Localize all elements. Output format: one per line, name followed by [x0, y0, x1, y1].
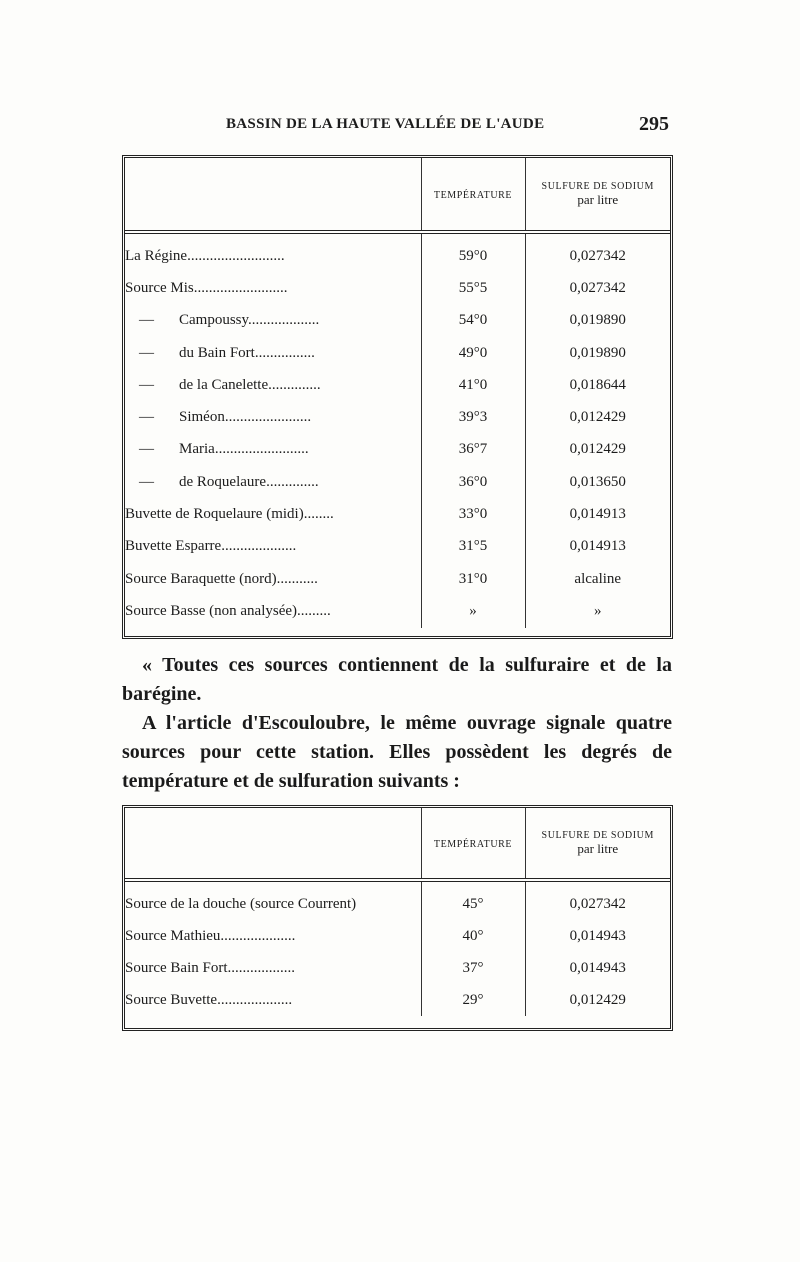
temperature-cell: 36°0	[421, 466, 525, 498]
spacer-row	[125, 232, 670, 240]
source-name: de Roquelaure	[179, 473, 267, 490]
ditto-dash: —	[139, 409, 154, 426]
source-name-cell	[125, 531, 421, 563]
spacer-cell	[421, 880, 525, 888]
sulfure-cell: alcaline	[525, 563, 670, 595]
sulfure-cell: 0,012429	[525, 984, 670, 1016]
source-name-cell	[125, 888, 421, 920]
table-row	[125, 952, 670, 984]
source-name-cell	[125, 984, 421, 1016]
temperature-cell: 29°	[421, 984, 525, 1016]
table-sources-1	[122, 155, 673, 639]
table-2-sulfure-header: SULFURE DE SODIUM par litre	[525, 808, 670, 880]
source-name: Campoussy	[179, 312, 249, 329]
source-name-cell	[125, 595, 421, 627]
table-row	[125, 401, 670, 433]
leader-dots: ..............	[266, 473, 319, 490]
temperature-cell: 39°3	[421, 401, 525, 433]
sulfure-cell: 0,014913	[525, 531, 670, 563]
temperature-cell: 45°	[421, 888, 525, 920]
sulfure-cell: 0,019890	[525, 305, 670, 337]
sulfure-cell: 0,027342	[525, 272, 670, 304]
ditto-dash: —	[139, 312, 154, 329]
table-1-sulfure-header: SULFURE DE SODIUM par litre	[525, 158, 670, 232]
sulfure-cell: 0,012429	[525, 434, 670, 466]
table-row	[125, 888, 670, 920]
leader-dots: ....................	[217, 991, 293, 1008]
spacer-row	[125, 880, 670, 888]
sulfure-cell: 0,027342	[525, 888, 670, 920]
leader-dots: ..................	[227, 959, 295, 976]
leader-dots: ........	[303, 506, 334, 523]
leader-dots: ....................	[221, 538, 297, 555]
source-name: Source Baraquette (nord)	[125, 570, 277, 587]
sulfure-cell: »	[525, 595, 670, 627]
temperature-cell: 37°	[421, 952, 525, 984]
table-sources-2	[122, 805, 673, 1031]
sulfure-cell: 0,019890	[525, 337, 670, 369]
source-name: Maria	[179, 441, 215, 458]
source-name: Source Mis	[125, 279, 194, 296]
source-name-cell	[125, 369, 421, 401]
leader-dots: ...................	[248, 312, 320, 329]
ditto-dash: —	[139, 376, 154, 393]
source-name-cell	[125, 272, 421, 304]
temperature-cell: 31°5	[421, 531, 525, 563]
source-name-cell	[125, 563, 421, 595]
paragraph-2: A l'article d'Escouloubre, le même ouvrage signale quatre sources pour cette station. Elles possèdent les degrés de température et de sulfuration suivants :	[122, 712, 672, 792]
ditto-dash: —	[139, 344, 154, 361]
source-name: La Régine	[125, 247, 188, 264]
source-name: Source Mathieu	[125, 927, 221, 944]
leader-dots: ..............	[268, 376, 321, 393]
source-name-cell	[125, 240, 421, 272]
table-row	[125, 563, 670, 595]
table-row	[125, 920, 670, 952]
table-1-grid	[125, 158, 670, 628]
source-name-cell	[125, 401, 421, 433]
temperature-cell: 59°0	[421, 240, 525, 272]
temperature-cell: »	[421, 595, 525, 627]
table-row	[125, 466, 670, 498]
source-name: Source Bain Fort	[125, 959, 228, 976]
leader-dots: ..........................	[187, 247, 285, 264]
table-row	[125, 272, 670, 304]
temperature-cell: 54°0	[421, 305, 525, 337]
source-name-cell	[125, 466, 421, 498]
spacer-cell	[125, 880, 421, 888]
running-title: BASSIN DE LA HAUTE VALLÉE DE L'AUDE	[226, 116, 545, 132]
leader-dots: .........................	[193, 279, 288, 296]
leader-dots: ....................	[220, 927, 296, 944]
temperature-cell: 31°0	[421, 563, 525, 595]
table-row	[125, 337, 670, 369]
sulfure-cell: 0,013650	[525, 466, 670, 498]
sulfure-cell: 0,027342	[525, 240, 670, 272]
sulfure-cell: 0,014913	[525, 498, 670, 530]
source-name: Source Buvette	[125, 991, 218, 1008]
temperature-cell: 33°0	[421, 498, 525, 530]
source-name-cell	[125, 498, 421, 530]
spacer-cell	[525, 232, 670, 240]
source-name: Source Basse (non analysée)	[125, 602, 298, 619]
table-2-temperature-header: TEMPÉRATURE	[421, 808, 525, 880]
sulfure-cell: 0,014943	[525, 920, 670, 952]
source-name-cell	[125, 920, 421, 952]
source-name: Buvette Esparre	[125, 538, 222, 555]
spacer-cell	[421, 232, 525, 240]
sulfure-cell: 0,018644	[525, 369, 670, 401]
table-2-name-header	[125, 808, 421, 880]
temperature-cell: 36°7	[421, 434, 525, 466]
source-name: du Bain Fort	[179, 344, 255, 361]
leader-dots: .........................	[214, 441, 309, 458]
ditto-dash: —	[139, 473, 154, 490]
spacer-cell	[525, 880, 670, 888]
source-name-cell	[125, 434, 421, 466]
source-name: de la Canelette	[179, 376, 269, 393]
temperature-cell: 49°0	[421, 337, 525, 369]
temperature-cell: 41°0	[421, 369, 525, 401]
body-text	[122, 651, 672, 796]
table-2-grid	[125, 808, 670, 1016]
table-1-temperature-header: TEMPÉRATURE	[421, 158, 525, 232]
sulfure-cell: 0,012429	[525, 401, 670, 433]
paragraph-1: « Toutes ces sources contiennent de la sulfuraire et de la barégine.	[122, 654, 672, 705]
table-row	[125, 305, 670, 337]
leader-dots: ................	[254, 344, 315, 361]
temperature-cell: 40°	[421, 920, 525, 952]
table-row	[125, 595, 670, 627]
source-name: Source de la douche (source Courrent)	[125, 895, 357, 912]
table-row	[125, 531, 670, 563]
source-name: Siméon	[179, 409, 225, 426]
leader-dots: .........	[297, 602, 331, 619]
source-name-cell	[125, 952, 421, 984]
ditto-dash: —	[139, 441, 154, 458]
sulfure-cell: 0,014943	[525, 952, 670, 984]
leader-dots: ...........	[276, 570, 318, 587]
source-name: Buvette de Roquelaure (midi)	[125, 506, 304, 523]
table-row	[125, 434, 670, 466]
table-row	[125, 369, 670, 401]
table-row	[125, 498, 670, 530]
table-row	[125, 984, 670, 1016]
page-number: 295	[639, 113, 669, 135]
source-name-cell	[125, 337, 421, 369]
table-row	[125, 240, 670, 272]
temperature-cell: 55°5	[421, 272, 525, 304]
source-name-cell	[125, 305, 421, 337]
page-header	[0, 113, 800, 140]
table-1-name-header	[125, 158, 421, 232]
leader-dots: .......................	[224, 409, 312, 426]
spacer-cell	[125, 232, 421, 240]
